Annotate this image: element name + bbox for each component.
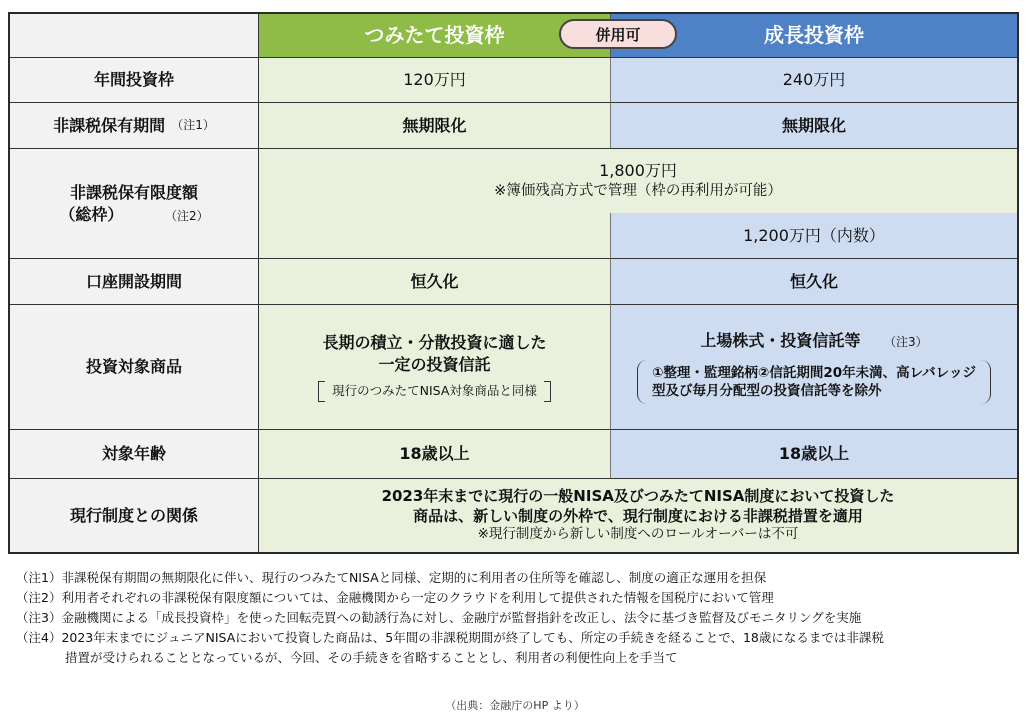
row-products-seicho-line1: 上場株式・投資信託等 [700, 330, 861, 350]
footnote-4-continued: 措置が受けられることとなっているが、今回、その手続きを省略することとし、利用者の利便性向上を手当て [65, 650, 678, 665]
row-period-seicho: 無期限化 [611, 103, 1017, 149]
row-relation-line3: ※現行制度から新しい制度へのロールオーバーは不可 [477, 526, 799, 543]
row-products-seicho-note-ref: （注3） [883, 334, 928, 349]
row-limit-total-value: 1,800万円 [599, 161, 677, 181]
row-period-label-text: 非課税保有期間 [53, 115, 166, 135]
row-annual-label: 年間投資枠 [10, 58, 259, 103]
row-period-note: （注1） [171, 118, 215, 133]
row-products-tsumitate-line2: 一定の投資信託 [378, 354, 491, 374]
row-annual-seicho: 240万円 [611, 58, 1017, 103]
row-products-seicho-heading [700, 330, 927, 352]
row-limit-label-line1: 非課税保有限度額 [69, 182, 198, 202]
row-limit-total [259, 149, 1017, 213]
row-account-label: 口座開設期間 [10, 259, 259, 305]
nisa-comparison-table [8, 12, 1019, 554]
row-annual-tsumitate: 120万円 [259, 58, 611, 103]
header-empty-cell [10, 14, 259, 58]
row-limit-tsumitate-empty [259, 213, 611, 259]
footnote-3: （注3）金融機関による「成長投資枠」を使った回転売買への勧誘行為に対し、金融庁が監督指針を改正し、法令に基づき監督及びモニタリングを実施 [16, 610, 862, 625]
row-products-seicho-excl2: 型及び毎月分配型の投資信託等を除外 [651, 382, 882, 399]
source-caption: （出典：金融庁のHP より） [445, 699, 585, 712]
footnote-2: （注2）利用者それぞれの非課税保有限度額については、金融機関から一定のクラウドを利用して提供された情報を国税庁において管理 [16, 590, 774, 605]
row-period-label [10, 103, 259, 149]
row-limit-label-total: （総枠） [59, 204, 124, 224]
row-limit-label-line2 [59, 204, 208, 226]
row-products-tsumitate-line1: 長期の積立・分散投資に適した [322, 332, 547, 352]
row-products-seicho-exclusions [637, 360, 991, 404]
row-period-tsumitate: 無期限化 [259, 103, 611, 149]
header-tsumitate-label: つみたて投資枠 [364, 23, 505, 47]
row-age-tsumitate: 18歳以上 [259, 430, 611, 479]
row-account-seicho: 恒久化 [611, 259, 1017, 305]
row-relation-content [259, 479, 1017, 552]
row-limit-total-note: ※簿価残高方式で管理（枠の再利用が可能） [494, 183, 782, 200]
row-products-seicho-excl1: ①整理・監理銘柄②信託期間20年未満、高レバレッジ [651, 364, 977, 381]
footnote-4: （注4）2023年末までにジュニアNISAにおいて投資した商品は、5年間の非課税期間が終了しても、所定の手続きを経ることで、18歳になるまでは非課税 [16, 630, 884, 645]
row-products-label: 投資対象商品 [10, 305, 259, 430]
row-age-seicho: 18歳以上 [611, 430, 1017, 479]
row-products-seicho [611, 305, 1017, 430]
row-products-tsumitate [259, 305, 611, 430]
row-limit-note: （注2） [164, 208, 209, 223]
row-relation-line2: 商品は、新しい制度の外枠で、現行制度における非課税措置を適用 [413, 506, 863, 525]
row-limit-label [10, 149, 259, 259]
row-limit-seicho: 1,200万円（内数） [611, 213, 1017, 259]
row-relation-line1: 2023年末までに現行の一般NISA及びつみたてNISA制度において投資した [381, 487, 895, 506]
footnote-1: （注1）非課税保有期間の無期限化に伴い、現行のつみたてNISAと同様、定期的に利用者の住所等を確認し、制度の適正な運用を担保 [16, 570, 767, 585]
row-age-label: 対象年齢 [10, 430, 259, 479]
combinable-badge: 併用可 [559, 19, 677, 49]
header-seicho-label: 成長投資枠 [764, 23, 864, 47]
footnotes [16, 568, 1016, 668]
row-account-tsumitate: 恒久化 [259, 259, 611, 305]
row-products-tsumitate-note: 現行のつみたてNISA対象商品と同様 [318, 381, 551, 402]
row-relation-label: 現行制度との関係 [10, 479, 259, 552]
